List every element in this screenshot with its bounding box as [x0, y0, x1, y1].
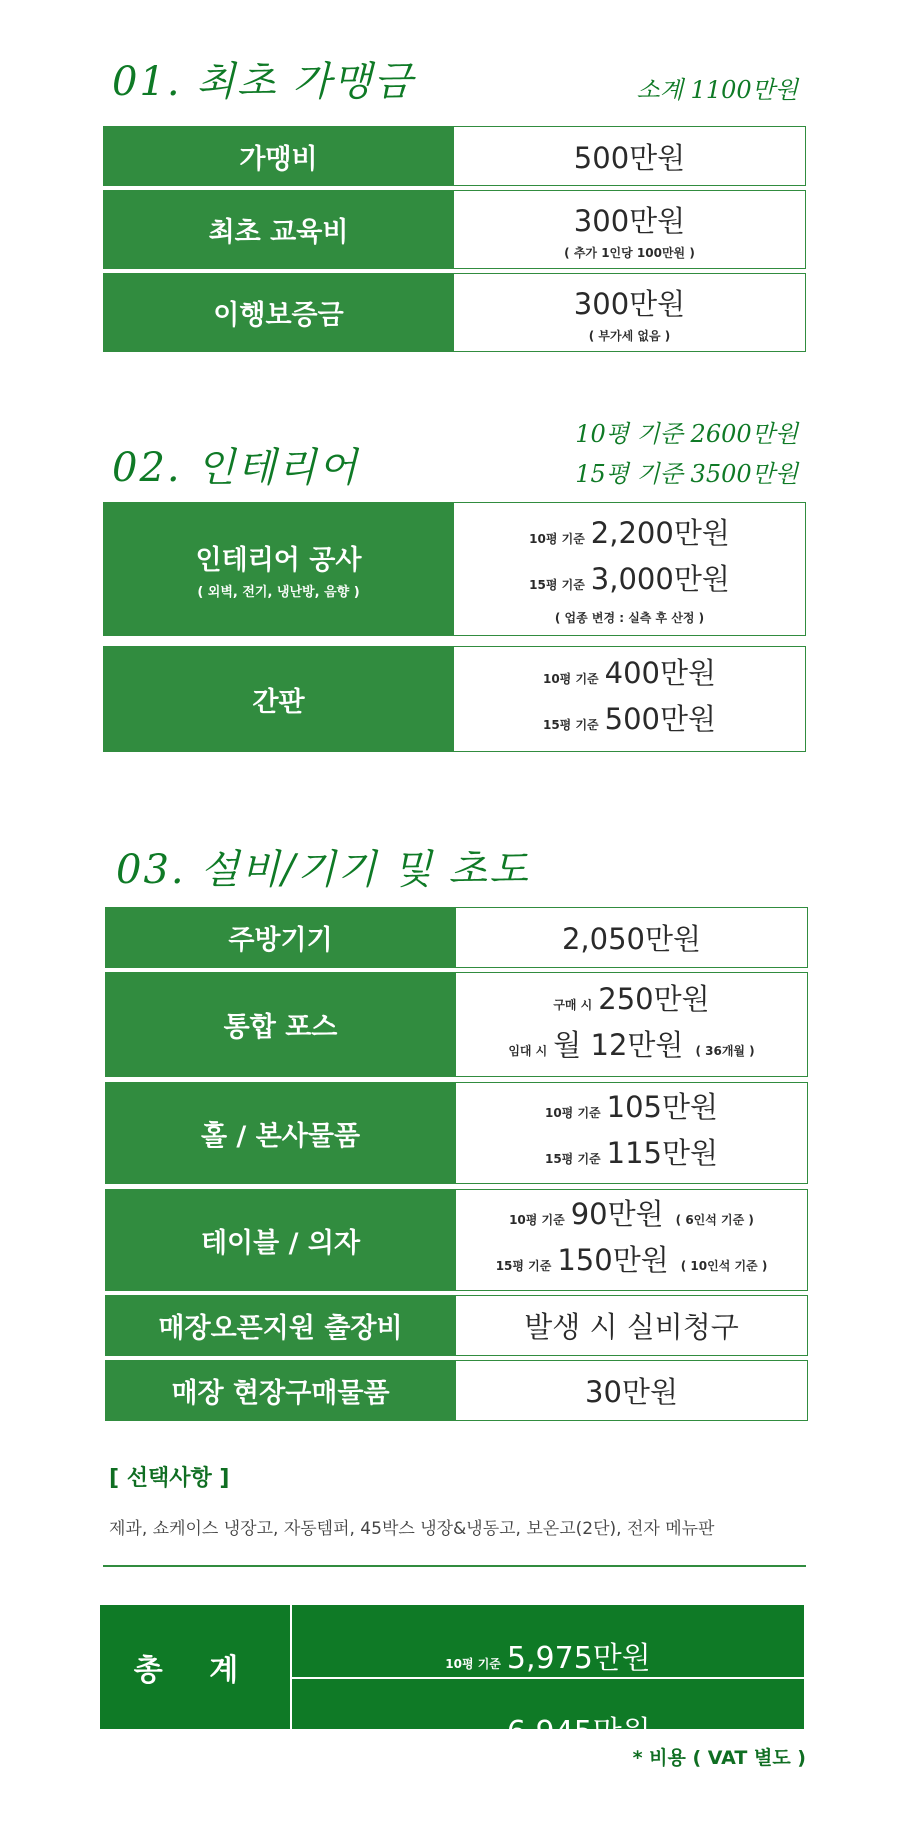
row-label: 최초 교육비 — [103, 190, 454, 269]
section-1-title: 01. 최초 가맹금 — [112, 59, 415, 105]
row-value: 10평 기준 105만원 15평 기준 115만원 — [456, 1082, 808, 1184]
row-label: 홀 / 본사물품 — [105, 1082, 456, 1184]
section-1-subtotal: 소계 1100만원 — [636, 76, 798, 104]
table-row — [105, 907, 808, 968]
table-row — [103, 190, 806, 269]
total-table — [100, 1605, 804, 1750]
table-row — [105, 972, 808, 1077]
row-label: 매장오픈지원 출장비 — [105, 1295, 456, 1356]
row-value: 10평 기준 400만원 15평 기준 500만원 — [454, 646, 806, 752]
equipment-table — [105, 907, 808, 1425]
total-label: 총 계 — [100, 1605, 292, 1729]
row-label: 통합 포스 — [105, 972, 456, 1077]
franchise-fee-table — [103, 126, 806, 356]
row-value: 500만원 — [454, 126, 806, 186]
section-2-title: 02. 인테리어 — [112, 445, 359, 491]
options-text: 제과, 쇼케이스 냉장고, 자동템퍼, 45박스 냉장&냉동고, 보온고(2단), 전자 메뉴판 — [109, 1519, 715, 1539]
table-row — [105, 1295, 808, 1356]
table-row — [105, 1360, 808, 1421]
section-3-title: 03. 설비/기기 및 초도 — [116, 847, 530, 893]
table-row — [105, 1189, 808, 1291]
table-row — [105, 1082, 808, 1184]
row-value: 10평 기준 2,200만원 15평 기준 3,000만원 ( 업종 변경 : 실측 후 산정 ) — [454, 502, 806, 636]
row-value: 10평 기준 90만원 ( 6인석 기준 ) 15평 기준 150만원 ( 10인석 기준 ) — [456, 1189, 808, 1291]
row-label: 주방기기 — [105, 907, 456, 968]
options-title: [ 선택사항 ] — [109, 1466, 230, 1491]
note-15py: 15평 기준 3500만원 — [575, 460, 798, 488]
row-label: 이행보증금 — [103, 273, 454, 352]
table-row — [103, 646, 806, 752]
total-10py: 10평 기준 5,975만원 — [445, 1641, 651, 1676]
total-15py: 15평 기준 6,945만원 — [292, 1677, 804, 1751]
row-value: 300만원 ( 추가 1인당 100만원 ) — [454, 190, 806, 269]
divider — [103, 1565, 806, 1567]
row-value: 2,050만원 — [456, 907, 808, 968]
note-10py: 10평 기준 2600만원 — [575, 420, 798, 448]
table-row — [103, 502, 806, 636]
section-2-note — [575, 414, 798, 494]
row-value: 300만원 ( 부가세 없음 ) — [454, 273, 806, 352]
row-label: 간판 — [103, 646, 454, 752]
row-label: 매장 현장구매물품 — [105, 1360, 456, 1421]
row-value: 구매 시 250만원 임대 시 월 12만원 ( 36개월 ) — [456, 972, 808, 1077]
vat-note: * 비용 ( VAT 별도 ) — [632, 1747, 806, 1769]
total-values — [292, 1605, 804, 1750]
interior-table — [103, 502, 806, 756]
table-row — [103, 126, 806, 186]
row-label: 가맹비 — [103, 126, 454, 186]
table-row — [103, 273, 806, 352]
row-value: 30만원 — [456, 1360, 808, 1421]
row-label: 인테리어 공사 ( 외벽, 전기, 냉난방, 음향 ) — [103, 502, 454, 636]
row-label: 테이블 / 의자 — [105, 1189, 456, 1291]
row-value: 발생 시 실비청구 — [456, 1295, 808, 1356]
